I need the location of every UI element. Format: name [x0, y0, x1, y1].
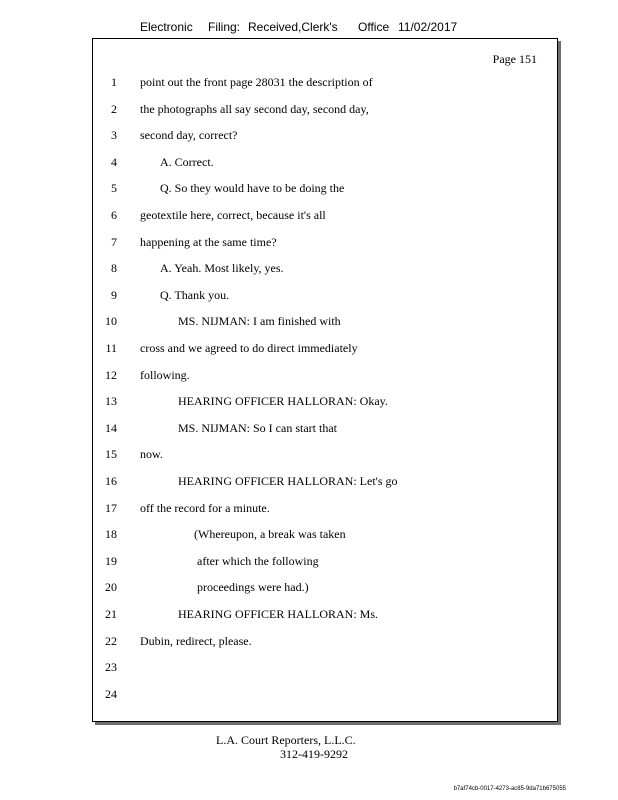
transcript-line — [93, 474, 553, 492]
line-text: MS. NIJMAN: So I can start that — [178, 420, 337, 435]
line-text: point out the front page 28031 the description of — [140, 75, 373, 89]
line-text: A. Yeah. Most likely, yes. — [160, 261, 284, 276]
filing-header-date: 11/02/2017 — [398, 20, 458, 34]
transcript-line — [93, 634, 553, 652]
line-text: second day, correct? — [140, 128, 238, 143]
line-text: happening at the same time? — [140, 234, 277, 249]
transcript-line — [93, 527, 553, 545]
line-number: 24 — [105, 686, 117, 701]
footer-company: L.A. Court Reporters, L.L.C. — [216, 733, 356, 747]
transcript-line — [93, 580, 553, 598]
document-hash: b7af74cb-0017-4273-ac85-9da71b675055 — [453, 786, 566, 792]
line-number: 2 — [111, 101, 117, 116]
transcript-line — [93, 314, 553, 332]
transcript-line — [93, 181, 553, 199]
transcript-line — [93, 341, 553, 359]
line-text: Q. So they would have to be doing the — [160, 181, 345, 196]
line-number: 15 — [105, 447, 117, 462]
line-text: Q. Thank you. — [160, 287, 230, 302]
line-number: 4 — [111, 154, 117, 169]
line-number: 3 — [111, 128, 117, 143]
line-text: (Whereupon, a break was taken — [194, 527, 346, 542]
footer-phone: 312-419-9292 — [280, 747, 348, 761]
transcript-line — [93, 447, 553, 465]
line-text: Dubin, redirect, please. — [140, 633, 252, 648]
transcript-line — [93, 501, 553, 519]
line-text: proceedings were had.) — [197, 580, 309, 595]
line-number: 6 — [111, 208, 117, 222]
line-text: the photographs all say second day, second day, — [140, 101, 369, 116]
line-text: HEARING OFFICER HALLORAN: Ms. — [178, 607, 379, 621]
line-number: 18 — [105, 527, 117, 542]
line-number: 22 — [105, 633, 117, 648]
line-number: 14 — [105, 420, 117, 435]
line-text: geotextile here, correct, because it's all — [140, 208, 326, 222]
line-number: 13 — [105, 394, 117, 409]
transcript-line — [93, 394, 553, 412]
filing-header-filing: Filing: — [208, 20, 241, 34]
filing-header-electronic: Electronic — [140, 20, 193, 34]
line-number: 19 — [105, 553, 117, 568]
transcript-page — [92, 38, 558, 722]
transcript-line — [93, 687, 553, 705]
line-number: 21 — [105, 607, 117, 621]
transcript-line — [93, 421, 553, 439]
line-number: 8 — [111, 261, 117, 276]
transcript-line — [93, 75, 553, 93]
transcript-line — [93, 102, 553, 120]
transcript-line — [93, 155, 553, 173]
transcript-line — [93, 660, 553, 678]
line-number: 16 — [105, 474, 117, 488]
line-text: off the record for a minute. — [140, 500, 270, 515]
line-number: 5 — [111, 181, 117, 196]
transcript-line — [93, 128, 553, 146]
transcript-line — [93, 288, 553, 306]
line-number: 9 — [111, 287, 117, 302]
line-number: 11 — [105, 341, 117, 355]
line-number: 17 — [105, 500, 117, 515]
transcript-line — [93, 607, 553, 625]
line-text: cross and we agreed to do direct immediately — [140, 341, 358, 355]
line-number: 1 — [111, 75, 117, 89]
line-text: now. — [140, 447, 163, 462]
line-number: 10 — [105, 314, 117, 329]
line-number: 7 — [111, 234, 117, 249]
line-number: 23 — [105, 660, 117, 675]
line-text: MS. NIJMAN: I am finished with — [178, 314, 341, 329]
transcript-line — [93, 368, 553, 386]
line-text: following. — [140, 367, 190, 382]
line-text: A. Correct. — [160, 154, 214, 169]
transcript-line — [93, 554, 553, 572]
line-text: HEARING OFFICER HALLORAN: Okay. — [178, 394, 388, 409]
line-number: 12 — [105, 367, 117, 382]
line-text: HEARING OFFICER HALLORAN: Let's go — [178, 474, 398, 488]
line-number: 20 — [105, 580, 117, 595]
line-text: after which the following — [197, 553, 319, 568]
transcript-line — [93, 208, 553, 226]
filing-header-received: Received,Clerk's — [248, 20, 338, 34]
page-number: Page 151 — [492, 52, 537, 66]
filing-header-office: Office — [358, 20, 390, 34]
transcript-line — [93, 235, 553, 253]
transcript-line — [93, 261, 553, 279]
